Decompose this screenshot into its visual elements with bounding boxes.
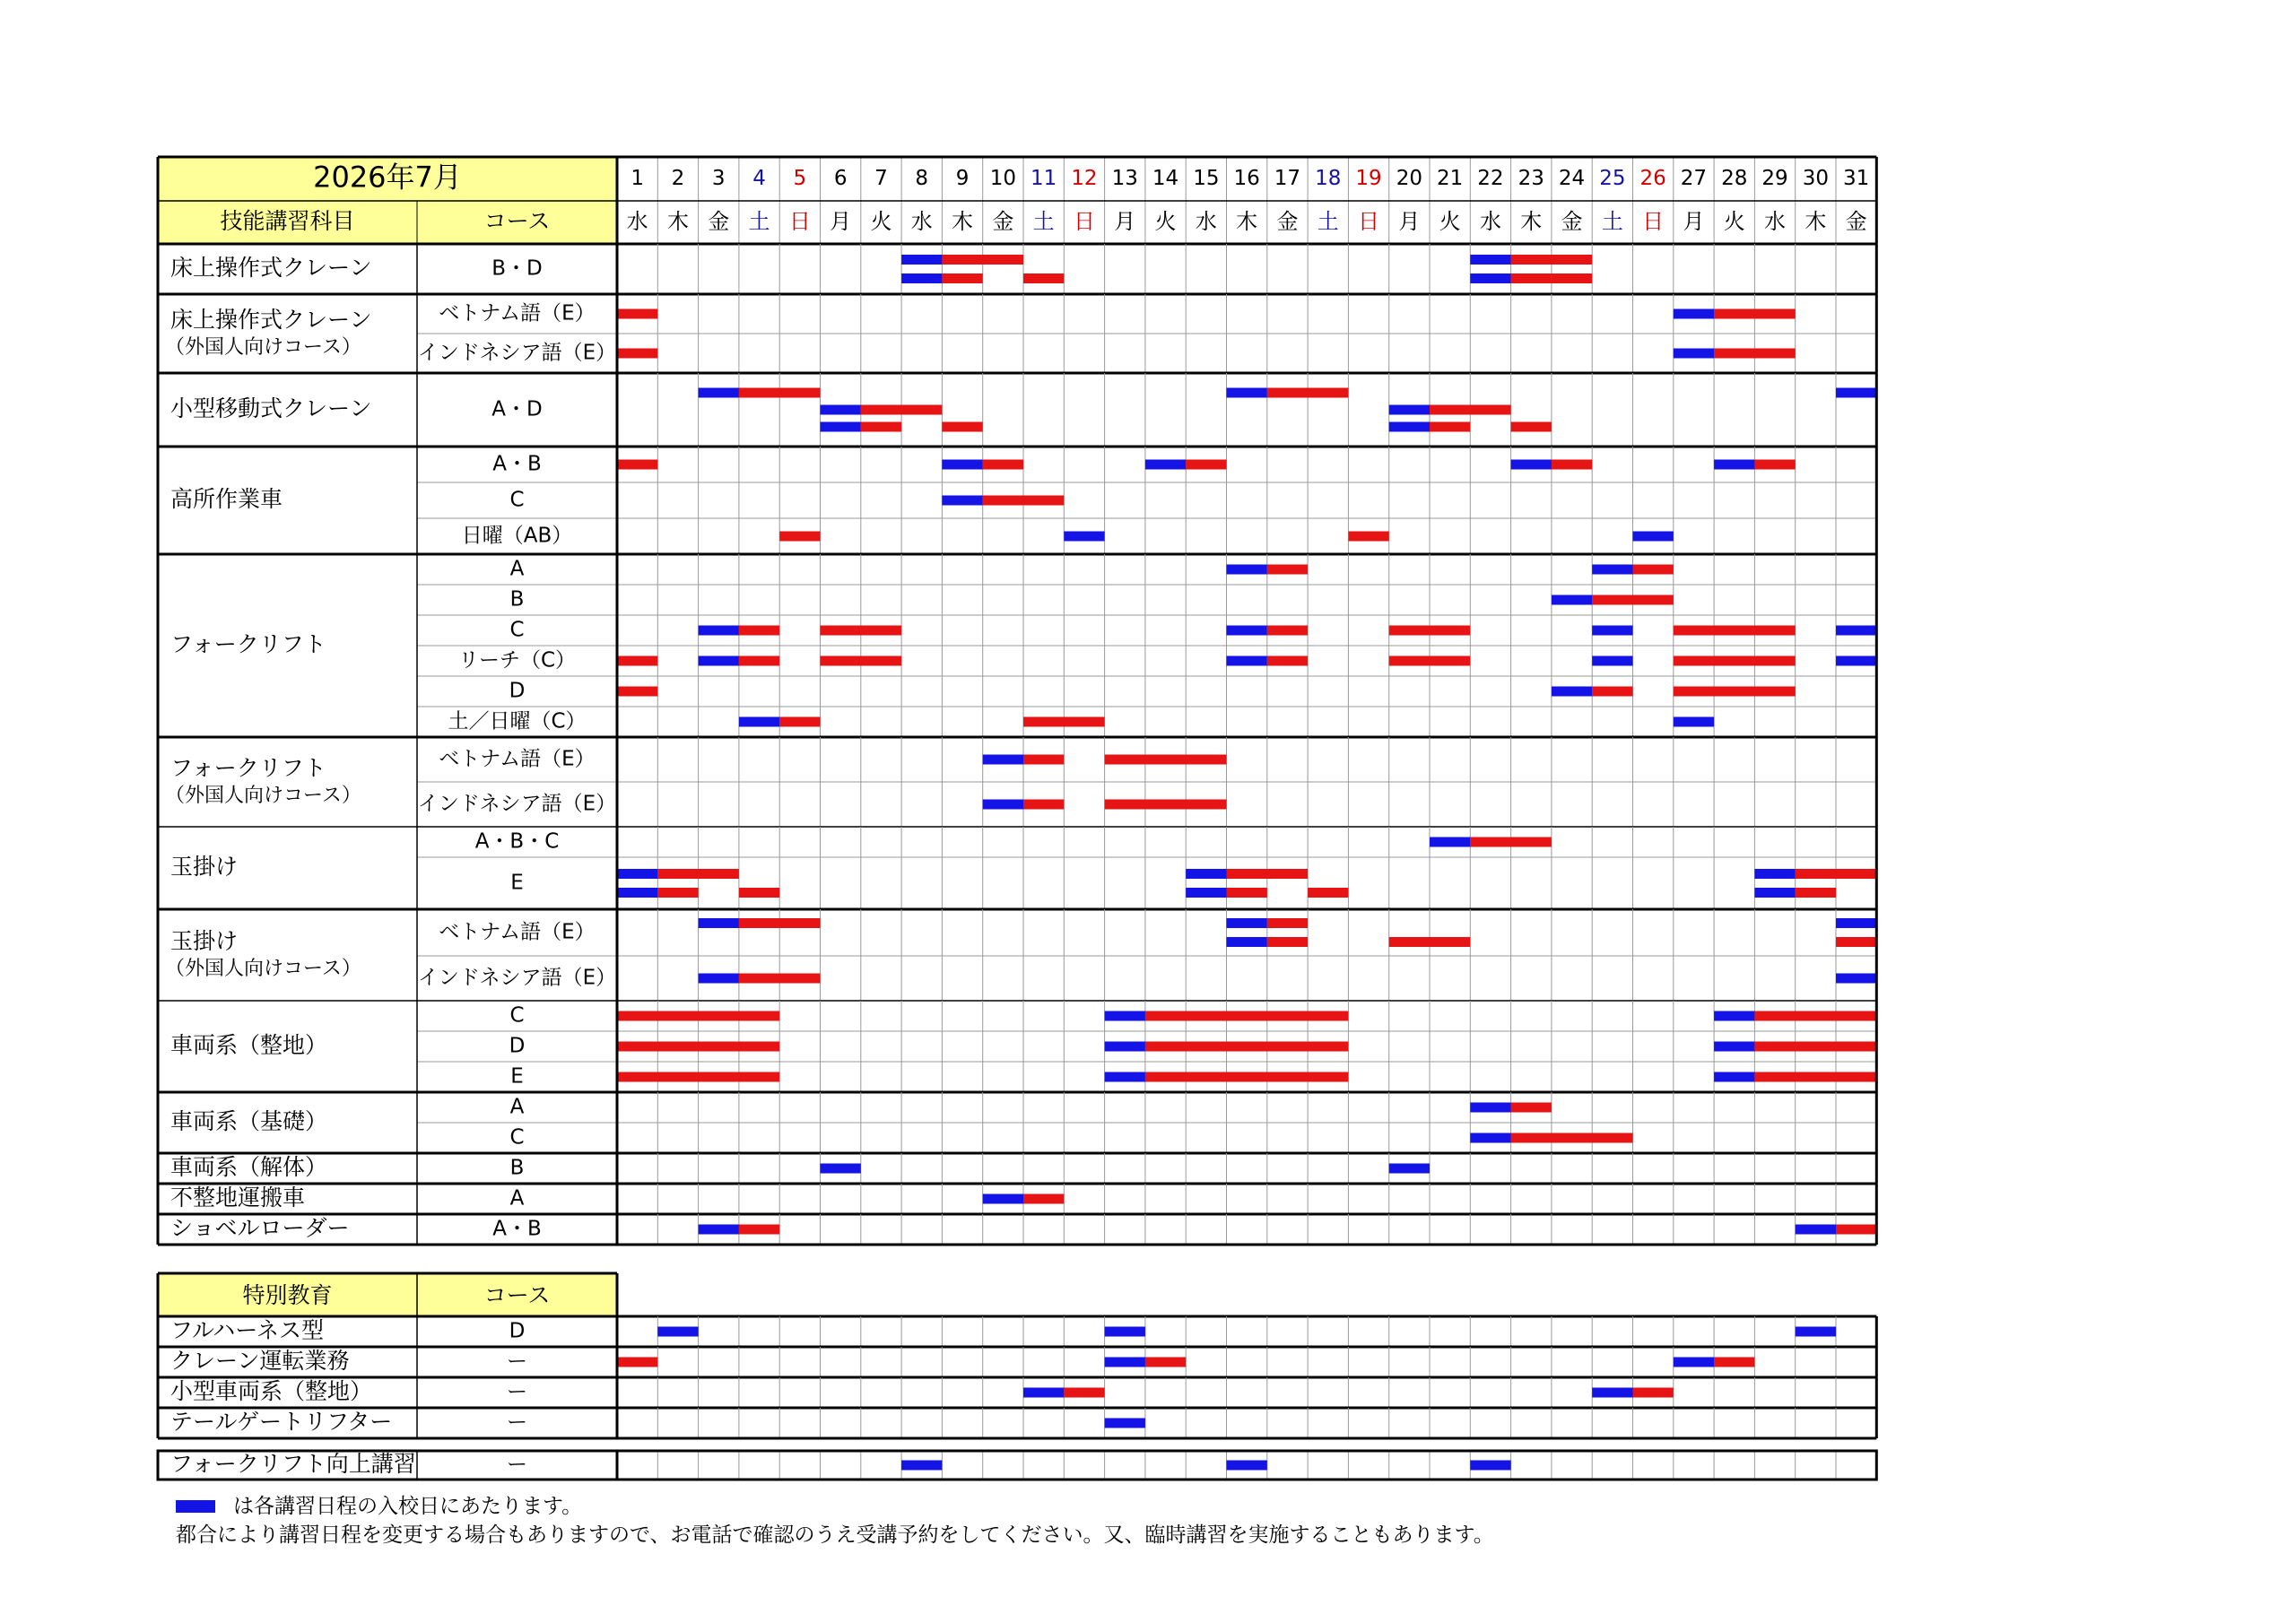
entry-day-bar bbox=[1470, 255, 1510, 265]
session-bar bbox=[1754, 1042, 1876, 1052]
session-bar bbox=[617, 687, 657, 697]
course-name: A bbox=[509, 1186, 525, 1211]
entry-day-bar bbox=[657, 1327, 698, 1337]
session-bar bbox=[1227, 869, 1309, 879]
entry-day-bar bbox=[1023, 1388, 1064, 1398]
entry-day-bar bbox=[1714, 1042, 1754, 1052]
course-name: A・B・C bbox=[474, 829, 560, 854]
session-bar bbox=[1592, 687, 1632, 697]
subject-name: フォークリフト bbox=[170, 755, 326, 781]
subject-name: 床上操作式クレーン bbox=[170, 255, 372, 281]
entry-day-bar bbox=[1836, 974, 1876, 984]
session-bar bbox=[1267, 937, 1308, 947]
session-bar bbox=[1430, 422, 1470, 432]
session-bar bbox=[739, 888, 779, 898]
session-bar bbox=[1023, 1194, 1064, 1204]
day-number: 5 bbox=[793, 167, 807, 190]
course-name: B bbox=[509, 587, 525, 612]
session-bar bbox=[1023, 717, 1105, 727]
day-number: 1 bbox=[631, 167, 644, 190]
course-name: 土／日曜（C） bbox=[448, 709, 587, 733]
entry-day-bar bbox=[1470, 1103, 1510, 1113]
day-number: 15 bbox=[1193, 167, 1220, 190]
entry-day-bar bbox=[821, 405, 861, 415]
entry-day-bar bbox=[983, 800, 1023, 810]
day-number: 20 bbox=[1396, 167, 1422, 190]
legend-entry-note: は各講習日程の入校日にあたります。 bbox=[233, 1495, 583, 1518]
weekday-label: 月 bbox=[830, 209, 852, 234]
entry-day-bar bbox=[1836, 656, 1876, 666]
entry-day-bar bbox=[1592, 565, 1632, 575]
weekday-label: 金 bbox=[1561, 209, 1583, 234]
weekday-label: 金 bbox=[992, 209, 1014, 234]
session-bar bbox=[1389, 937, 1430, 947]
course-name: D bbox=[509, 1034, 526, 1058]
day-number: 11 bbox=[1031, 167, 1057, 190]
entry-day-bar bbox=[983, 1194, 1023, 1204]
course-header: コース bbox=[483, 208, 551, 234]
session-bar bbox=[1267, 388, 1349, 398]
entry-day-swatch bbox=[176, 1500, 215, 1513]
weekday-label: 火 bbox=[1723, 209, 1745, 234]
day-number: 18 bbox=[1315, 167, 1342, 190]
subject-name: 床上操作式クレーン bbox=[170, 307, 372, 333]
weekday-label: 土 bbox=[748, 209, 770, 234]
entry-day-bar bbox=[1389, 1164, 1430, 1174]
entry-day-bar bbox=[1796, 1327, 1836, 1337]
entry-day-bar bbox=[1105, 1327, 1145, 1337]
session-bar bbox=[821, 656, 902, 666]
session-bar bbox=[617, 1072, 779, 1082]
entry-day-bar bbox=[1227, 565, 1267, 575]
session-bar bbox=[617, 656, 657, 666]
subject-name: 不整地運搬車 bbox=[170, 1185, 306, 1211]
day-number: 7 bbox=[874, 167, 888, 190]
session-bar bbox=[779, 717, 820, 727]
weekday-label: 水 bbox=[1195, 209, 1217, 234]
session-bar bbox=[983, 460, 1023, 470]
entry-day-bar bbox=[1105, 1358, 1145, 1367]
session-bar bbox=[1674, 687, 1796, 697]
session-bar bbox=[739, 1225, 779, 1235]
entry-day-bar bbox=[1674, 309, 1714, 319]
entry-day-bar bbox=[1714, 1011, 1754, 1021]
entry-day-bar bbox=[1145, 460, 1186, 470]
entry-day-bar bbox=[739, 717, 779, 727]
entry-day-bar bbox=[1389, 422, 1430, 432]
session-bar bbox=[1552, 273, 1592, 283]
special-subject-name: フルハーネス型 bbox=[170, 1317, 325, 1343]
session-bar bbox=[1796, 869, 1877, 879]
day-number: 17 bbox=[1274, 167, 1301, 190]
session-bar bbox=[861, 405, 943, 415]
entry-day-bar bbox=[901, 1461, 942, 1471]
session-bar bbox=[1552, 460, 1592, 470]
entry-day-bar bbox=[1754, 888, 1795, 898]
session-bar bbox=[657, 888, 698, 898]
entry-day-bar bbox=[1470, 273, 1510, 283]
subject-subtitle: （外国人向けコース） bbox=[165, 785, 361, 807]
weekday-label: 日 bbox=[1642, 209, 1665, 234]
session-bar bbox=[1389, 656, 1471, 666]
entry-day-bar bbox=[1511, 460, 1552, 470]
subject-name: 小型移動式クレーン bbox=[170, 395, 372, 421]
session-bar bbox=[1145, 1358, 1186, 1367]
entry-day-bar bbox=[1227, 388, 1267, 398]
entry-day-bar bbox=[1470, 1133, 1510, 1143]
session-bar bbox=[1674, 656, 1796, 666]
day-number: 28 bbox=[1721, 167, 1748, 190]
day-number: 27 bbox=[1680, 167, 1708, 190]
course-name: D bbox=[509, 679, 526, 703]
entry-day-bar bbox=[1064, 532, 1104, 542]
session-bar bbox=[1674, 626, 1796, 636]
session-bar bbox=[1145, 1011, 1349, 1021]
session-bar bbox=[1754, 1011, 1876, 1021]
session-bar bbox=[1308, 888, 1348, 898]
session-bar bbox=[1633, 1388, 1674, 1398]
weekday-label: 土 bbox=[1032, 209, 1055, 234]
course-name: インドネシア語（E） bbox=[417, 966, 617, 990]
weekday-label: 木 bbox=[666, 209, 689, 234]
session-bar bbox=[1714, 309, 1796, 319]
session-bar bbox=[1105, 755, 1227, 765]
weekday-label: 水 bbox=[1479, 209, 1501, 234]
session-bar bbox=[739, 918, 821, 928]
session-bar bbox=[1267, 626, 1308, 636]
weekday-label: 日 bbox=[1358, 209, 1380, 234]
entry-day-bar bbox=[617, 888, 657, 898]
special-course-name: ー bbox=[507, 1410, 527, 1435]
session-bar bbox=[1064, 1388, 1104, 1398]
course-name: B・D bbox=[491, 256, 543, 281]
course-name: E bbox=[510, 1064, 524, 1089]
day-number: 12 bbox=[1071, 167, 1098, 190]
entry-day-bar bbox=[1836, 388, 1876, 398]
subject-name: 車両系（解体） bbox=[170, 1154, 328, 1180]
course-name: C bbox=[509, 488, 525, 512]
subject-subtitle: （外国人向けコース） bbox=[165, 958, 361, 980]
session-bar bbox=[1511, 273, 1552, 283]
course-name: ベトナム語（E） bbox=[439, 747, 596, 771]
subject-name: フォークリフト bbox=[170, 631, 326, 657]
session-bar bbox=[617, 460, 657, 470]
entry-day-bar bbox=[983, 755, 1023, 765]
session-bar bbox=[617, 1042, 779, 1052]
entry-day-bar bbox=[1186, 869, 1226, 879]
weekday-label: 日 bbox=[788, 209, 811, 234]
session-bar bbox=[657, 869, 739, 879]
course-name: ベトナム語（E） bbox=[439, 920, 596, 944]
entry-day-bar bbox=[1105, 1042, 1145, 1052]
course-name: インドネシア語（E） bbox=[417, 792, 617, 816]
entry-day-bar bbox=[1674, 717, 1714, 727]
weekday-label: 金 bbox=[708, 209, 730, 234]
entry-day-bar bbox=[1227, 626, 1267, 636]
session-bar bbox=[617, 349, 657, 359]
weekday-label: 月 bbox=[1114, 209, 1136, 234]
session-bar bbox=[942, 255, 1023, 265]
entry-day-bar bbox=[1389, 405, 1430, 415]
day-number: 25 bbox=[1599, 167, 1626, 190]
session-bar bbox=[1714, 1358, 1754, 1367]
weekday-label: 月 bbox=[1683, 209, 1705, 234]
weekday-label: 金 bbox=[1845, 209, 1867, 234]
entry-day-bar bbox=[617, 869, 657, 879]
subject-name: 玉掛け bbox=[170, 928, 239, 954]
weekday-label: 木 bbox=[1805, 209, 1827, 234]
session-bar bbox=[1227, 888, 1267, 898]
special-subject-name: テールゲートリフター bbox=[170, 1409, 393, 1435]
session-bar bbox=[861, 422, 901, 432]
course-name: C bbox=[509, 1003, 525, 1028]
subject-name: 車両系（基礎） bbox=[170, 1108, 328, 1134]
session-bar bbox=[1511, 422, 1552, 432]
session-bar bbox=[1186, 460, 1226, 470]
session-bar bbox=[617, 1011, 779, 1021]
session-bar bbox=[1633, 565, 1674, 575]
session-bar bbox=[1836, 937, 1876, 947]
session-bar bbox=[1267, 918, 1308, 928]
special-course-header: コース bbox=[483, 1282, 551, 1308]
session-bar bbox=[739, 974, 821, 984]
session-bar bbox=[1714, 349, 1796, 359]
entry-day-bar bbox=[1674, 349, 1714, 359]
day-number: 9 bbox=[955, 167, 970, 190]
day-number: 23 bbox=[1518, 167, 1544, 190]
entry-day-bar bbox=[699, 626, 739, 636]
session-bar bbox=[1348, 532, 1388, 542]
entry-day-bar bbox=[1186, 888, 1226, 898]
course-name: インドネシア語（E） bbox=[417, 341, 617, 365]
legend bbox=[176, 1492, 1494, 1549]
day-number: 19 bbox=[1355, 167, 1382, 190]
course-name: C bbox=[509, 618, 525, 642]
special-subject-name: 小型車両系（整地） bbox=[170, 1378, 373, 1404]
weekday-label: 木 bbox=[1236, 209, 1258, 234]
special-course-name: ー bbox=[507, 1350, 527, 1374]
weekday-label: 水 bbox=[1764, 209, 1787, 234]
course-name: A・D bbox=[491, 397, 543, 421]
entry-day-bar bbox=[1592, 1388, 1632, 1398]
session-bar bbox=[1796, 888, 1836, 898]
day-number: 26 bbox=[1639, 167, 1666, 190]
entry-day-bar bbox=[1552, 687, 1592, 697]
entry-day-bar bbox=[1592, 656, 1632, 666]
entry-day-bar bbox=[1227, 656, 1267, 666]
session-bar bbox=[942, 273, 982, 283]
day-number: 13 bbox=[1111, 167, 1138, 190]
course-name: A・B bbox=[492, 1217, 542, 1241]
day-number: 24 bbox=[1558, 167, 1586, 190]
subject-name: 車両系（整地） bbox=[170, 1032, 328, 1058]
course-name: A・B bbox=[492, 452, 542, 476]
subject-name: 玉掛け bbox=[170, 854, 239, 880]
entry-day-bar bbox=[821, 422, 861, 432]
session-bar bbox=[1430, 937, 1470, 947]
day-number: 10 bbox=[989, 167, 1016, 190]
entry-day-bar bbox=[1227, 918, 1267, 928]
entry-day-bar bbox=[1674, 1358, 1714, 1367]
entry-day-bar bbox=[942, 460, 982, 470]
weekday-label: 火 bbox=[1154, 209, 1177, 234]
course-name: C bbox=[509, 1125, 525, 1150]
session-bar bbox=[739, 656, 779, 666]
entry-day-bar bbox=[1633, 532, 1674, 542]
day-number: 14 bbox=[1152, 167, 1179, 190]
weekday-label: 木 bbox=[952, 209, 974, 234]
session-bar bbox=[617, 1358, 657, 1367]
entry-day-bar bbox=[1836, 626, 1876, 636]
weekday-label: 日 bbox=[1073, 209, 1095, 234]
course-name: 日曜（AB） bbox=[461, 524, 573, 548]
session-bar bbox=[739, 388, 821, 398]
course-name: A bbox=[509, 557, 525, 581]
improvement-course: ー bbox=[507, 1453, 527, 1477]
entry-day-bar bbox=[1796, 1225, 1836, 1235]
session-bar bbox=[739, 626, 779, 636]
legend-note: 都合により講習日程を変更する場合もありますので、お電話で確認のうえ受講予約をしてください。又、臨時講習を実施することもあります。 bbox=[176, 1523, 1494, 1547]
entry-day-bar bbox=[1105, 1072, 1145, 1082]
session-bar bbox=[1145, 1072, 1349, 1082]
session-bar bbox=[779, 532, 820, 542]
weekday-label: 金 bbox=[1276, 209, 1299, 234]
entry-day-bar bbox=[699, 918, 739, 928]
weekday-label: 水 bbox=[626, 209, 648, 234]
session-bar bbox=[1023, 800, 1064, 810]
entry-day-bar bbox=[1105, 1011, 1145, 1021]
session-bar bbox=[1754, 1072, 1876, 1082]
course-name: E bbox=[510, 871, 524, 895]
subject-header: 技能講習科目 bbox=[220, 208, 355, 234]
entry-day-bar bbox=[1754, 869, 1795, 879]
weekday-label: 土 bbox=[1317, 209, 1339, 234]
entry-day-bar bbox=[699, 974, 739, 984]
session-bar bbox=[1145, 1042, 1349, 1052]
entry-day-bar bbox=[1592, 626, 1632, 636]
session-bar bbox=[1105, 800, 1227, 810]
day-number: 6 bbox=[833, 167, 848, 190]
day-number: 22 bbox=[1477, 167, 1504, 190]
session-bar bbox=[1511, 1133, 1633, 1143]
entry-day-bar bbox=[699, 388, 739, 398]
table-title: 2026年7月 bbox=[313, 160, 462, 195]
special-course-name: D bbox=[509, 1319, 526, 1343]
weekday-label: 火 bbox=[1439, 209, 1461, 234]
entry-day-bar bbox=[1470, 1461, 1510, 1471]
session-bar bbox=[1511, 255, 1593, 265]
day-number: 8 bbox=[915, 167, 929, 190]
session-bar bbox=[1389, 626, 1471, 636]
special-subject-name: クレーン運転業務 bbox=[170, 1348, 350, 1374]
session-bar bbox=[821, 626, 902, 636]
entry-day-bar bbox=[1227, 937, 1267, 947]
entry-day-bar bbox=[821, 1164, 861, 1174]
session-bar bbox=[983, 496, 1065, 506]
session-bar bbox=[1592, 595, 1674, 605]
entry-day-bar bbox=[699, 656, 739, 666]
day-number: 16 bbox=[1233, 167, 1260, 190]
weekday-label: 土 bbox=[1601, 209, 1623, 234]
session-bar bbox=[1754, 460, 1795, 470]
session-bar bbox=[1023, 755, 1064, 765]
subject-name: ショベルローダー bbox=[170, 1215, 350, 1241]
special-course-name: ー bbox=[507, 1380, 527, 1404]
session-bar bbox=[1430, 405, 1511, 415]
day-number: 21 bbox=[1437, 167, 1464, 190]
day-number: 29 bbox=[1761, 167, 1788, 190]
entry-day-bar bbox=[1714, 1072, 1754, 1082]
entry-day-bar bbox=[901, 255, 942, 265]
session-bar bbox=[1511, 1103, 1552, 1113]
subject-name: 高所作業車 bbox=[170, 486, 283, 512]
entry-day-bar bbox=[1714, 460, 1754, 470]
entry-day-bar bbox=[1430, 838, 1470, 847]
entry-day-bar bbox=[901, 273, 942, 283]
course-name: ベトナム語（E） bbox=[439, 301, 596, 325]
entry-day-bar bbox=[942, 496, 982, 506]
day-number: 31 bbox=[1843, 167, 1870, 190]
entry-day-bar bbox=[699, 1225, 739, 1235]
day-number: 3 bbox=[711, 167, 726, 190]
weekday-label: 月 bbox=[1398, 209, 1421, 234]
course-name: A bbox=[509, 1095, 525, 1119]
weekday-label: 水 bbox=[910, 209, 933, 234]
entry-day-bar bbox=[1836, 918, 1876, 928]
day-number: 4 bbox=[752, 167, 766, 190]
session-bar bbox=[617, 309, 657, 319]
day-number: 30 bbox=[1802, 167, 1829, 190]
session-bar bbox=[1267, 565, 1308, 575]
session-bar bbox=[1470, 838, 1552, 847]
weekday-label: 火 bbox=[870, 209, 892, 234]
day-number: 2 bbox=[671, 167, 685, 190]
entry-day-bar bbox=[1105, 1419, 1145, 1428]
session-bar bbox=[1836, 1225, 1876, 1235]
subject-subtitle: （外国人向けコース） bbox=[165, 336, 361, 359]
session-bar bbox=[942, 422, 982, 432]
course-name: B bbox=[509, 1156, 525, 1180]
entry-day-bar bbox=[1552, 595, 1592, 605]
special-header: 特別教育 bbox=[242, 1282, 333, 1308]
course-name: リーチ（C） bbox=[457, 648, 577, 673]
entry-day-bar bbox=[1227, 1461, 1267, 1471]
improvement-subject: フォークリフト向上講習 bbox=[170, 1451, 416, 1477]
session-bar bbox=[1267, 656, 1308, 666]
session-bar bbox=[1023, 273, 1064, 283]
weekday-label: 木 bbox=[1520, 209, 1543, 234]
